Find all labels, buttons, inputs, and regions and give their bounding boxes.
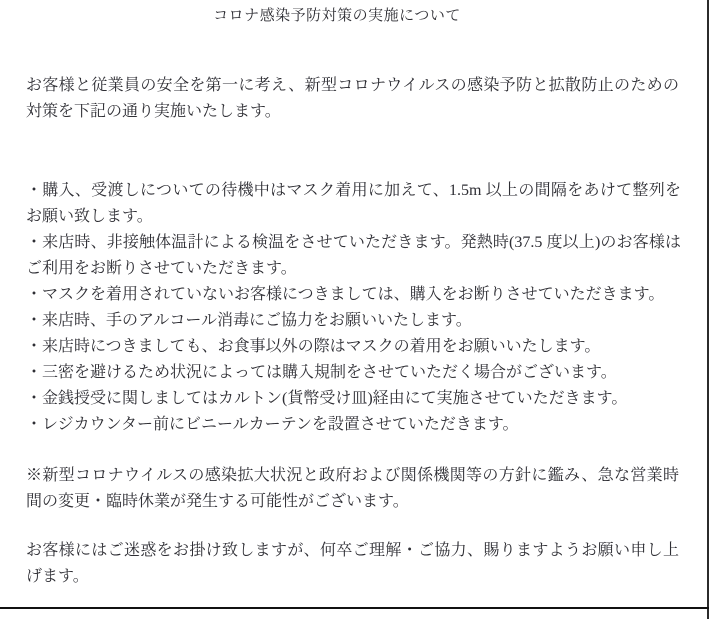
measure-item: ・三密を避けるため状況によっては購入規制をさせていただく場合がございます。 — [26, 364, 617, 381]
measure-item: ・来店時につきましても、お食事以外の際はマスクの着用をお願いいたします。 — [26, 338, 601, 355]
closing-paragraph: お客様にはご迷惑をお掛け致しますが、何卒ご理解・ご協力、賜りますようお願い申し上げます。 — [26, 542, 679, 585]
document-title: コロナ感染予防対策の実施について — [213, 8, 461, 24]
measure-item: ・来店時、非接触体温計による検温をさせていただきます。発熱時(37.5 度以上)のお客様はご利用をお断りさせていただきます。 — [26, 234, 681, 277]
measures-list — [0, 178, 709, 438]
measure-item: ・レジカウンター前にビニールカーテンを設置させていただきます。 — [26, 416, 519, 433]
measure-item: ・来店時、手のアルコール消毒にご協力をお願いいたします。 — [26, 312, 472, 329]
measure-item: ・金銭授受に関しましてはカルトン(貨幣受け皿)経由にて実施させていただきます。 — [26, 390, 628, 407]
measure-item: ・マスクを着用されていないお客様につきましては、購入をお断りさせていただきます。 — [26, 286, 665, 303]
intro-paragraph: お客様と従業員の安全を第一に考え、新型コロナウイルスの感染予防と拡散防止のための対策を下記の通り実施いたします。 — [26, 77, 679, 120]
notice-paragraph: ※新型コロナウイルスの感染拡大状況と政府および関係機関等の方針に鑑み、急な営業時間の変更・臨時休業が発生する可能性がございます。 — [26, 467, 679, 510]
measure-item: ・購入、受渡しについての待機中はマスク着用に加えて、1.5m 以上の間隔をあけて整列をお願い致します。 — [26, 182, 681, 225]
page-bottom-border — [0, 607, 709, 609]
